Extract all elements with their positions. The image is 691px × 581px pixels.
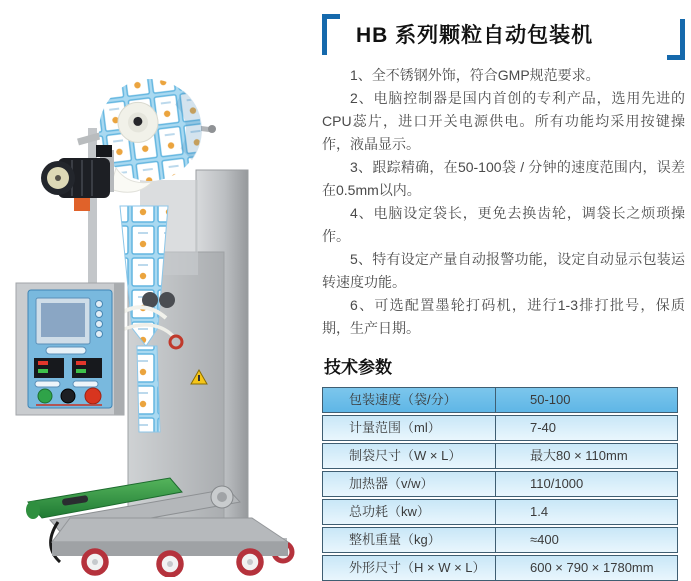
caster-wheel-left [84,551,106,573]
specs-heading: 技术参数 [324,358,392,377]
spec-value: 600 × 790 × 1780mm [530,560,654,575]
spec-row [322,499,678,525]
page-title-block [322,8,685,60]
spec-value: 最大80 × 110mm [530,448,628,463]
machine-photo [0,0,320,577]
emergency-stop-button [85,388,101,404]
spec-row [322,443,678,469]
orange-block [74,198,90,211]
spec-label: 总功耗（kw） [323,500,496,524]
spec-row [322,471,678,497]
machine-base [52,518,292,575]
spec-value: 50-100 [530,392,571,407]
spec-value: 7-40 [530,420,557,435]
feature-item: 5、特有设定产量自动报警功能，设定自动显示包装运转速度功能。 [322,251,685,290]
spec-row [322,387,678,413]
spec-row [322,527,678,553]
specs-table [322,387,678,581]
spec-label: 制袋尺寸（W × L） [323,444,496,468]
product-info-panel [322,8,685,581]
black-button [61,389,75,403]
control-panel [16,283,124,415]
caster-wheel-mid [159,553,181,575]
caster-wheel-right [239,551,261,573]
spec-value: ≈400 [530,532,559,547]
button-strip [46,347,86,354]
spec-row [322,555,678,581]
feature-item: 2、电脑控制器是国内首创的专利产品，选用先进的CPU蕊片，进口开关电源供电。所有功能均采用按键操作，液晶显示。 [322,90,685,152]
feature-item: 3、跟踪精确，在50-100袋 / 分钟的速度范围内，误差在0.5mm以内。 [322,159,685,198]
spec-label: 整机重量（kg） [323,528,496,552]
feature-item: 4、电脑设定袋长，更免去换齿轮，调袋长之烦琐操作。 [322,205,685,244]
page-title: HB 系列颗粒自动包装机 [356,24,594,47]
spec-label: 计量范围（ml） [323,416,496,440]
spec-label: 包装速度（袋/分） [323,388,496,412]
motor [41,145,114,211]
title-bracket-right-icon [667,19,685,60]
spec-row [322,415,678,441]
spec-label: 外形尺寸（H × W × L） [323,556,496,580]
spec-value: 110/1000 [530,476,584,491]
title-bracket-left-icon [322,14,340,55]
spec-label: 加热器（v/w） [323,472,496,496]
feature-item: 1、全不锈钢外饰，符合GMP规范要求。 [350,67,600,83]
green-button [38,389,52,403]
spec-value: 1.4 [530,504,549,519]
feature-item: 6、可选配置墨轮打码机，进行1-3排打批号，保质期，生产日期。 [322,297,685,336]
feature-list [322,64,685,340]
